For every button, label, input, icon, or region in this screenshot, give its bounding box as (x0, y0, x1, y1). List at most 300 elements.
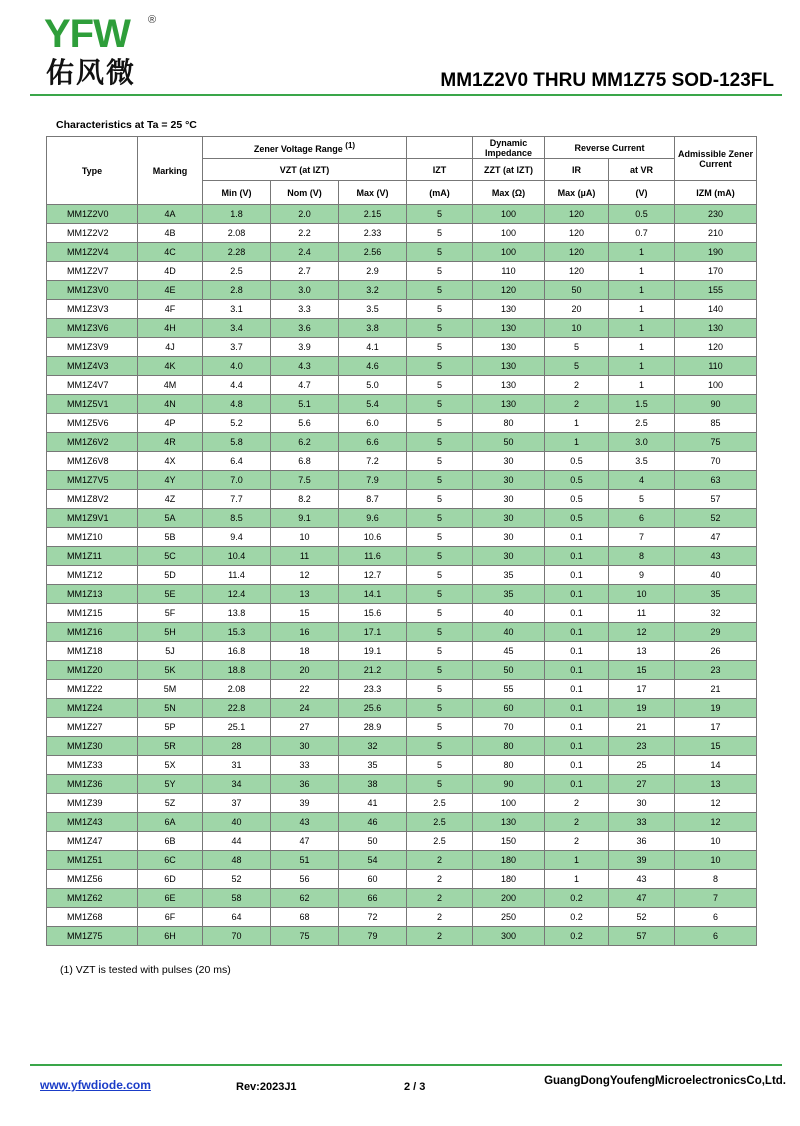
table-cell: 230 (675, 205, 757, 224)
table-cell: 18 (271, 642, 339, 661)
table-cell: 2.56 (339, 243, 407, 262)
table-cell: 32 (675, 604, 757, 623)
type-cell: MM1Z10 (47, 528, 138, 547)
col-header-izt: IZT (407, 159, 473, 181)
table-cell: 72 (339, 908, 407, 927)
table-cell: 12.4 (203, 585, 271, 604)
table-cell: 44 (203, 832, 271, 851)
table-cell: 58 (203, 889, 271, 908)
table-cell: 9.6 (339, 509, 407, 528)
table-cell: 2 (407, 870, 473, 889)
table-cell: 9.4 (203, 528, 271, 547)
type-cell: MM1Z9V1 (47, 509, 138, 528)
table-cell: 130 (473, 319, 545, 338)
table-cell: 47 (675, 528, 757, 547)
table-cell: 27 (609, 775, 675, 794)
table-cell: 5 (407, 414, 473, 433)
table-cell: 11.4 (203, 566, 271, 585)
table-cell: 2 (545, 794, 609, 813)
table-caption: Characteristics at Ta = 25 °C (56, 119, 197, 131)
table-cell: 7.7 (203, 490, 271, 509)
table-cell: 5 (407, 604, 473, 623)
table-cell: 2.5 (407, 813, 473, 832)
type-cell: MM1Z51 (47, 851, 138, 870)
table-cell: 45 (473, 642, 545, 661)
table-cell: 180 (473, 870, 545, 889)
table-cell: 6.6 (339, 433, 407, 452)
table-cell: 4 (609, 471, 675, 490)
table-cell: 6B (138, 832, 203, 851)
table-cell: 70 (675, 452, 757, 471)
table-row (47, 585, 757, 604)
type-cell: MM1Z30 (47, 737, 138, 756)
col-header-min: Min (V) (203, 181, 271, 205)
table-cell: 15.3 (203, 623, 271, 642)
table-cell: 2.4 (271, 243, 339, 262)
table-cell: 30 (473, 547, 545, 566)
table-cell: 11.6 (339, 547, 407, 566)
table-cell: 2.8 (203, 281, 271, 300)
table-cell: 29 (675, 623, 757, 642)
table-cell: 5A (138, 509, 203, 528)
table-cell: 0.1 (545, 680, 609, 699)
table-row (47, 509, 757, 528)
table-cell: 13.8 (203, 604, 271, 623)
footer-divider (30, 1064, 782, 1066)
type-cell: MM1Z3V0 (47, 281, 138, 300)
table-cell: 5P (138, 718, 203, 737)
table-row (47, 395, 757, 414)
table-cell: 1 (545, 851, 609, 870)
table-cell: 0.5 (545, 452, 609, 471)
table-row (47, 604, 757, 623)
table-cell: 25 (609, 756, 675, 775)
table-cell: 6 (675, 927, 757, 946)
table-cell: 30 (609, 794, 675, 813)
logo-text: YFW (44, 12, 130, 56)
table-cell: 0.2 (545, 927, 609, 946)
table-cell: 3.7 (203, 338, 271, 357)
table-row (47, 794, 757, 813)
table-cell: 4Y (138, 471, 203, 490)
table-cell: 10.4 (203, 547, 271, 566)
table-row (47, 528, 757, 547)
table-row (47, 832, 757, 851)
table-cell: 210 (675, 224, 757, 243)
table-cell: 6 (609, 509, 675, 528)
table-cell: 8 (609, 547, 675, 566)
col-header-max-ohm: Max (Ω) (473, 181, 545, 205)
table-cell: 4.3 (271, 357, 339, 376)
table-cell: 5 (407, 224, 473, 243)
table-cell: 6H (138, 927, 203, 946)
table-cell: 30 (473, 528, 545, 547)
table-cell: 8.7 (339, 490, 407, 509)
table-cell: 3.3 (271, 300, 339, 319)
table-cell: 0.1 (545, 547, 609, 566)
table-cell: 5D (138, 566, 203, 585)
table-cell: 7.0 (203, 471, 271, 490)
table-cell: 4C (138, 243, 203, 262)
table-cell: 2.2 (271, 224, 339, 243)
type-cell: MM1Z12 (47, 566, 138, 585)
table-cell: 10.6 (339, 528, 407, 547)
type-cell: MM1Z56 (47, 870, 138, 889)
table-cell: 35 (473, 566, 545, 585)
table-cell: 1 (609, 319, 675, 338)
table-row (47, 433, 757, 452)
table-cell: 5 (407, 680, 473, 699)
table-cell: 90 (473, 775, 545, 794)
table-cell: 5 (407, 243, 473, 262)
table-cell: 5 (407, 585, 473, 604)
table-cell: 2 (545, 395, 609, 414)
table-cell: 130 (675, 319, 757, 338)
table-row (47, 889, 757, 908)
table-row (47, 357, 757, 376)
table-cell: 5 (407, 509, 473, 528)
type-cell: MM1Z3V3 (47, 300, 138, 319)
table-cell: 5H (138, 623, 203, 642)
table-cell: 5 (407, 357, 473, 376)
table-row (47, 908, 757, 927)
type-cell: MM1Z6V2 (47, 433, 138, 452)
table-cell: 19 (675, 699, 757, 718)
table-cell: 60 (339, 870, 407, 889)
table-row (47, 281, 757, 300)
table-row (47, 775, 757, 794)
table-cell: 5 (407, 756, 473, 775)
table-cell: 3.1 (203, 300, 271, 319)
type-cell: MM1Z75 (47, 927, 138, 946)
table-cell: 1 (609, 262, 675, 281)
table-cell: 15 (609, 661, 675, 680)
table-cell: 1 (609, 357, 675, 376)
table-cell: 1.8 (203, 205, 271, 224)
table-cell: 50 (545, 281, 609, 300)
website-link[interactable]: www.yfwdiode.com (40, 1078, 151, 1092)
table-cell: 36 (271, 775, 339, 794)
table-cell: 2.9 (339, 262, 407, 281)
table-cell: 130 (473, 300, 545, 319)
type-cell: MM1Z4V3 (47, 357, 138, 376)
table-cell: 5 (407, 319, 473, 338)
table-cell: 52 (203, 870, 271, 889)
table-row (47, 927, 757, 946)
table-cell: 0.1 (545, 718, 609, 737)
table-cell: 5K (138, 661, 203, 680)
table-cell: 6.4 (203, 452, 271, 471)
table-cell: 0.1 (545, 604, 609, 623)
table-cell: 120 (473, 281, 545, 300)
table-cell: 3.0 (609, 433, 675, 452)
table-cell: 17.1 (339, 623, 407, 642)
type-cell: MM1Z16 (47, 623, 138, 642)
table-cell: 300 (473, 927, 545, 946)
type-cell: MM1Z39 (47, 794, 138, 813)
table-cell: 2.28 (203, 243, 271, 262)
footnote: (1) VZT is tested with pulses (20 ms) (60, 964, 231, 976)
table-cell: 19.1 (339, 642, 407, 661)
table-cell: 66 (339, 889, 407, 908)
table-cell: 0.1 (545, 528, 609, 547)
table-cell: 52 (609, 908, 675, 927)
table-row (47, 376, 757, 395)
table-cell: 0.1 (545, 642, 609, 661)
table-cell: 60 (473, 699, 545, 718)
table-cell: 1 (609, 376, 675, 395)
table-cell: 4.1 (339, 338, 407, 357)
table-cell: 5.1 (271, 395, 339, 414)
table-cell: 4Z (138, 490, 203, 509)
table-cell: 38 (339, 775, 407, 794)
type-cell: MM1Z20 (47, 661, 138, 680)
table-body (47, 205, 757, 946)
table-cell: 5.8 (203, 433, 271, 452)
table-cell: 64 (203, 908, 271, 927)
type-cell: MM1Z5V1 (47, 395, 138, 414)
col-header-admissible-zener-current: Admissible Zener Current (675, 137, 757, 181)
table-row (47, 300, 757, 319)
table-cell: 17 (609, 680, 675, 699)
table-cell: 47 (271, 832, 339, 851)
table-cell: 43 (609, 870, 675, 889)
page-number: 2 / 3 (404, 1081, 426, 1093)
table-cell: 15.6 (339, 604, 407, 623)
table-row (47, 642, 757, 661)
table-cell: 20 (271, 661, 339, 680)
table-cell: 28 (203, 737, 271, 756)
table-cell: 3.0 (271, 281, 339, 300)
table-cell: 0.1 (545, 775, 609, 794)
table-cell: 130 (473, 395, 545, 414)
table-cell: 5M (138, 680, 203, 699)
table-cell: 5X (138, 756, 203, 775)
table-cell: 6C (138, 851, 203, 870)
table-cell: 0.1 (545, 699, 609, 718)
table-cell: 7.2 (339, 452, 407, 471)
table-cell: 100 (473, 794, 545, 813)
table-cell: 27 (271, 718, 339, 737)
table-cell: 75 (675, 433, 757, 452)
table-cell: 200 (473, 889, 545, 908)
col-header-zzt: ZZT (at IZT) (473, 159, 545, 181)
table-cell: 4H (138, 319, 203, 338)
table-cell: 8 (675, 870, 757, 889)
table-cell: 110 (473, 262, 545, 281)
type-cell: MM1Z4V7 (47, 376, 138, 395)
type-cell: MM1Z8V2 (47, 490, 138, 509)
table-cell: 4B (138, 224, 203, 243)
table-cell: 0.2 (545, 889, 609, 908)
table-cell: 5 (407, 338, 473, 357)
table-cell: 23.3 (339, 680, 407, 699)
type-cell: MM1Z3V9 (47, 338, 138, 357)
table-cell: 140 (675, 300, 757, 319)
col-header-marking: Marking (138, 137, 203, 205)
table-cell: 13 (609, 642, 675, 661)
table-cell: 5 (407, 262, 473, 281)
table-cell: 40 (473, 604, 545, 623)
table-row (47, 243, 757, 262)
table-cell: 1 (545, 433, 609, 452)
table-cell: 37 (203, 794, 271, 813)
table-cell: 57 (609, 927, 675, 946)
table-cell: 6F (138, 908, 203, 927)
table-cell: 5 (407, 528, 473, 547)
table-cell: 0.1 (545, 623, 609, 642)
table-cell: 35 (473, 585, 545, 604)
table-row (47, 338, 757, 357)
table-cell: 17 (675, 718, 757, 737)
table-row (47, 452, 757, 471)
table-cell: 10 (609, 585, 675, 604)
table-cell: 40 (203, 813, 271, 832)
table-cell: 9.1 (271, 509, 339, 528)
table-cell: 155 (675, 281, 757, 300)
col-header-izm: IZM (mA) (675, 181, 757, 205)
table-cell: 16 (271, 623, 339, 642)
table-cell: 5B (138, 528, 203, 547)
table-cell: 5Z (138, 794, 203, 813)
table-cell: 3.9 (271, 338, 339, 357)
col-header-max-ua: Max (µA) (545, 181, 609, 205)
table-cell: 4M (138, 376, 203, 395)
table-cell: 21 (609, 718, 675, 737)
table-cell: 75 (271, 927, 339, 946)
table-cell: 22.8 (203, 699, 271, 718)
type-cell: MM1Z6V8 (47, 452, 138, 471)
table-cell: 4.4 (203, 376, 271, 395)
col-header-zener-voltage-range: Zener Voltage Range $^{(1)}$ (203, 137, 407, 159)
table-cell: 5Y (138, 775, 203, 794)
col-header-ma: (mA) (407, 181, 473, 205)
table-cell: 0.2 (545, 908, 609, 927)
table-cell: 4K (138, 357, 203, 376)
table-cell: 80 (473, 414, 545, 433)
table-cell: 33 (609, 813, 675, 832)
table-cell: 4.0 (203, 357, 271, 376)
table-cell: 6A (138, 813, 203, 832)
table-cell: 4A (138, 205, 203, 224)
type-cell: MM1Z2V4 (47, 243, 138, 262)
table-cell: 1 (545, 414, 609, 433)
table-cell: 5 (407, 376, 473, 395)
table-cell: 54 (339, 851, 407, 870)
table-row (47, 661, 757, 680)
type-cell: MM1Z13 (47, 585, 138, 604)
table-cell: 6 (675, 908, 757, 927)
table-cell: 2.5 (407, 832, 473, 851)
table-cell: 130 (473, 813, 545, 832)
table-cell: 0.7 (609, 224, 675, 243)
table-cell: 35 (339, 756, 407, 775)
table-cell: 5 (545, 338, 609, 357)
table-cell: 30 (473, 471, 545, 490)
table-cell: 24 (271, 699, 339, 718)
table-cell: 55 (473, 680, 545, 699)
table-cell: 57 (675, 490, 757, 509)
table-cell: 5E (138, 585, 203, 604)
table-cell: 5 (407, 642, 473, 661)
table-row (47, 623, 757, 642)
table-cell: 40 (675, 566, 757, 585)
table-cell: 5N (138, 699, 203, 718)
type-cell: MM1Z7V5 (47, 471, 138, 490)
table-cell: 1 (609, 300, 675, 319)
table-row (47, 566, 757, 585)
table-cell: 2 (407, 927, 473, 946)
table-cell: 10 (545, 319, 609, 338)
col-header-ir: IR (545, 159, 609, 181)
table-cell: 3.4 (203, 319, 271, 338)
table-cell: 2.0 (271, 205, 339, 224)
table-cell: 14.1 (339, 585, 407, 604)
table-cell: 12 (609, 623, 675, 642)
table-row (47, 737, 757, 756)
table-cell: 6.2 (271, 433, 339, 452)
table-cell: 100 (473, 224, 545, 243)
type-cell: MM1Z68 (47, 908, 138, 927)
table-cell: 4.6 (339, 357, 407, 376)
table-cell: 130 (473, 376, 545, 395)
table-cell: 0.5 (545, 509, 609, 528)
table-row (47, 699, 757, 718)
table-cell: 11 (271, 547, 339, 566)
table-cell: 13 (271, 585, 339, 604)
table-cell: 130 (473, 357, 545, 376)
table-cell: 2.5 (407, 794, 473, 813)
table-row (47, 471, 757, 490)
type-cell: MM1Z43 (47, 813, 138, 832)
table-cell: 28.9 (339, 718, 407, 737)
table-cell: 5 (407, 699, 473, 718)
col-header-dynamic-impedance: Dynamic Impedance (473, 137, 545, 159)
table-cell: 30 (473, 452, 545, 471)
table-row (47, 319, 757, 338)
table-cell: 5 (407, 471, 473, 490)
table-cell: 36 (609, 832, 675, 851)
table-cell: 52 (675, 509, 757, 528)
table-cell: 250 (473, 908, 545, 927)
table-row (47, 813, 757, 832)
table-cell: 2 (545, 832, 609, 851)
table-cell: 3.2 (339, 281, 407, 300)
table-cell: 23 (675, 661, 757, 680)
table-cell: 2 (407, 908, 473, 927)
table-cell: 16.8 (203, 642, 271, 661)
type-cell: MM1Z47 (47, 832, 138, 851)
table-cell: 4N (138, 395, 203, 414)
table-cell: 5.0 (339, 376, 407, 395)
table-cell: 63 (675, 471, 757, 490)
table-cell: 51 (271, 851, 339, 870)
table-cell: 46 (339, 813, 407, 832)
table-cell: 0.1 (545, 756, 609, 775)
col-header-max: Max (V) (339, 181, 407, 205)
table-cell: 5.4 (339, 395, 407, 414)
table-cell: 5.2 (203, 414, 271, 433)
table-cell: 0.1 (545, 737, 609, 756)
table-cell: 15 (271, 604, 339, 623)
col-header-vzt: VZT (at IZT) (203, 159, 407, 181)
table-cell: 2.7 (271, 262, 339, 281)
table-cell: 23 (609, 737, 675, 756)
revision-label: Rev:2023J1 (236, 1081, 297, 1093)
table-row (47, 224, 757, 243)
table-cell: 10 (675, 832, 757, 851)
table-cell: 79 (339, 927, 407, 946)
